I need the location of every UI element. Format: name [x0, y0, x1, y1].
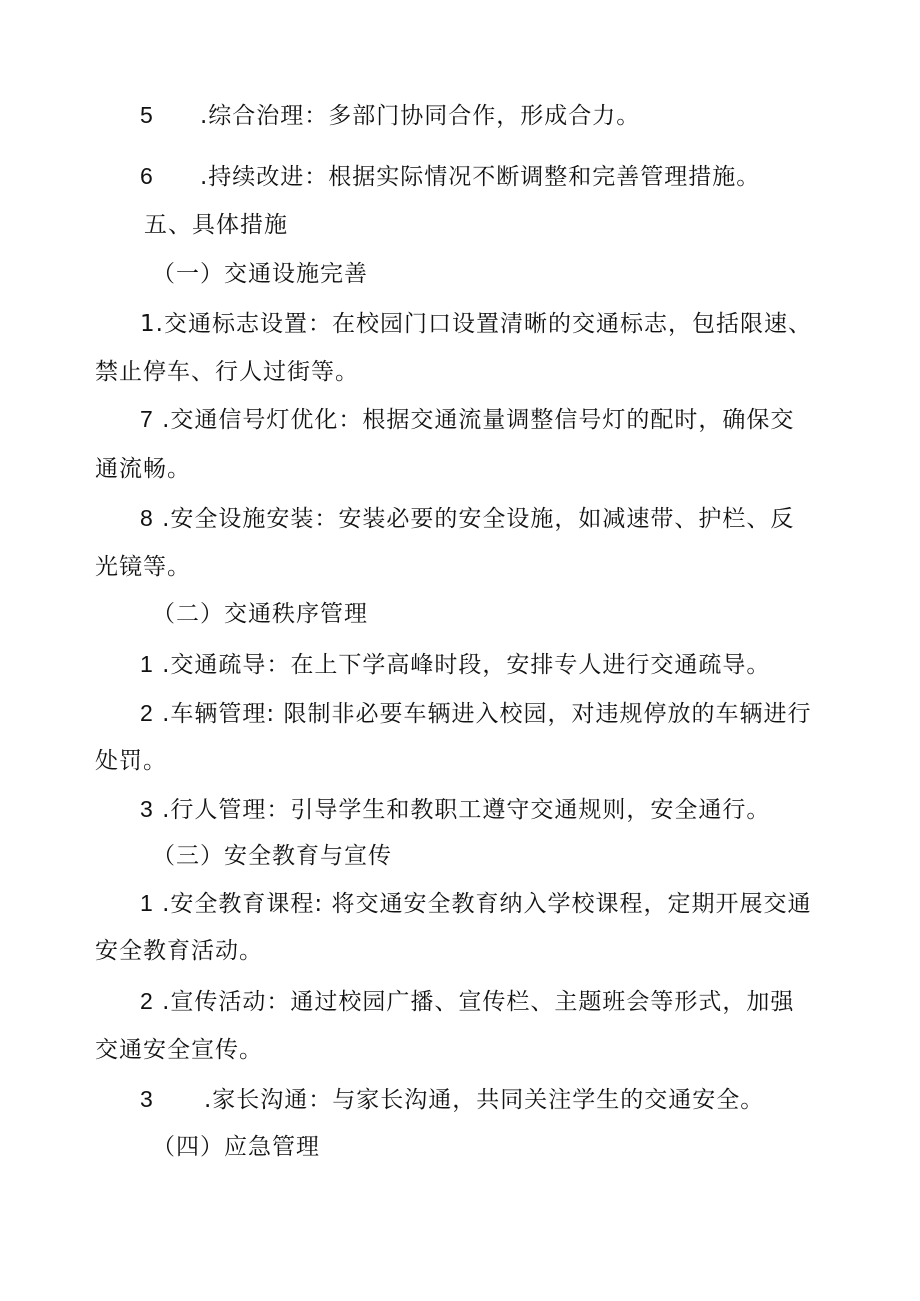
section-heading-5: 五、具体措施 — [144, 212, 288, 238]
paragraph-line: 通流畅。 — [95, 456, 191, 482]
item-text: .交通疏导：在上下学高峰时段，安排专人进行交通疏导。 — [162, 652, 771, 678]
item-text: .安全设施安装：安装必要的安全设施，如减速带、护栏、反 — [162, 506, 795, 532]
paragraph-line — [140, 503, 794, 534]
paragraph-line — [140, 794, 770, 825]
paragraph-line — [140, 888, 811, 919]
subsection-heading-2: （二）交通秩序管理 — [152, 601, 368, 627]
paragraph-line — [140, 698, 811, 729]
item-number: 7 — [140, 406, 154, 432]
item-text: .宣传活动：通过校园广播、宣传栏、主题班会等形式，加强 — [162, 989, 795, 1015]
paragraph-line — [140, 1084, 764, 1115]
item-text: .综合治理：多部门协同合作，形成合力。 — [200, 103, 641, 129]
paragraph-line — [140, 986, 794, 1017]
paragraph-line: 处罚。 — [95, 748, 167, 774]
paragraph-line: 光镜等。 — [95, 554, 191, 580]
item-number: 6 — [140, 163, 154, 189]
item-text: .持续改进：根据实际情况不断调整和完善管理措施。 — [200, 164, 761, 190]
item-text: .行人管理：引导学生和教职工遵守交通规则，安全通行。 — [162, 797, 771, 823]
item-number: 5 — [140, 102, 154, 128]
item-number: 8 — [140, 505, 154, 531]
paragraph-line: 安全教育活动。 — [95, 938, 263, 964]
item-number: 1 — [140, 651, 154, 677]
paragraph-line — [140, 404, 794, 435]
subsection-heading-4: （四）应急管理 — [152, 1134, 320, 1160]
item-number: 3 — [140, 796, 154, 822]
list-item-6 — [140, 161, 760, 192]
paragraph-line: 禁止停车、行人过街等。 — [95, 359, 359, 385]
item-text: .车辆管理: 限制非必要车辆进入校园，对违规停放的车辆进行 — [162, 701, 812, 727]
list-item-5 — [140, 100, 640, 131]
paragraph-line: 1.交通标志设置：在校园门口设置清晰的交通标志，包括限速、 — [140, 311, 812, 337]
item-number: 3 — [140, 1086, 154, 1112]
item-number: 2 — [140, 988, 154, 1014]
paragraph-line: 交通安全宣传。 — [95, 1037, 263, 1063]
item-number: 2 — [140, 700, 154, 726]
item-text: .交通信号灯优化：根据交通流量调整信号灯的配时，确保交 — [162, 407, 795, 433]
item-number: 1 — [140, 890, 154, 916]
item-text: .安全教育课程: 将交通安全教育纳入学校课程，定期开展交通 — [162, 891, 812, 917]
subsection-heading-3: （三）安全教育与宣传 — [152, 843, 392, 869]
item-text: .家长沟通：与家长沟通，共同关注学生的交通安全。 — [204, 1087, 765, 1113]
paragraph-line — [140, 649, 770, 680]
subsection-heading-1: （一）交通设施完善 — [152, 261, 368, 287]
